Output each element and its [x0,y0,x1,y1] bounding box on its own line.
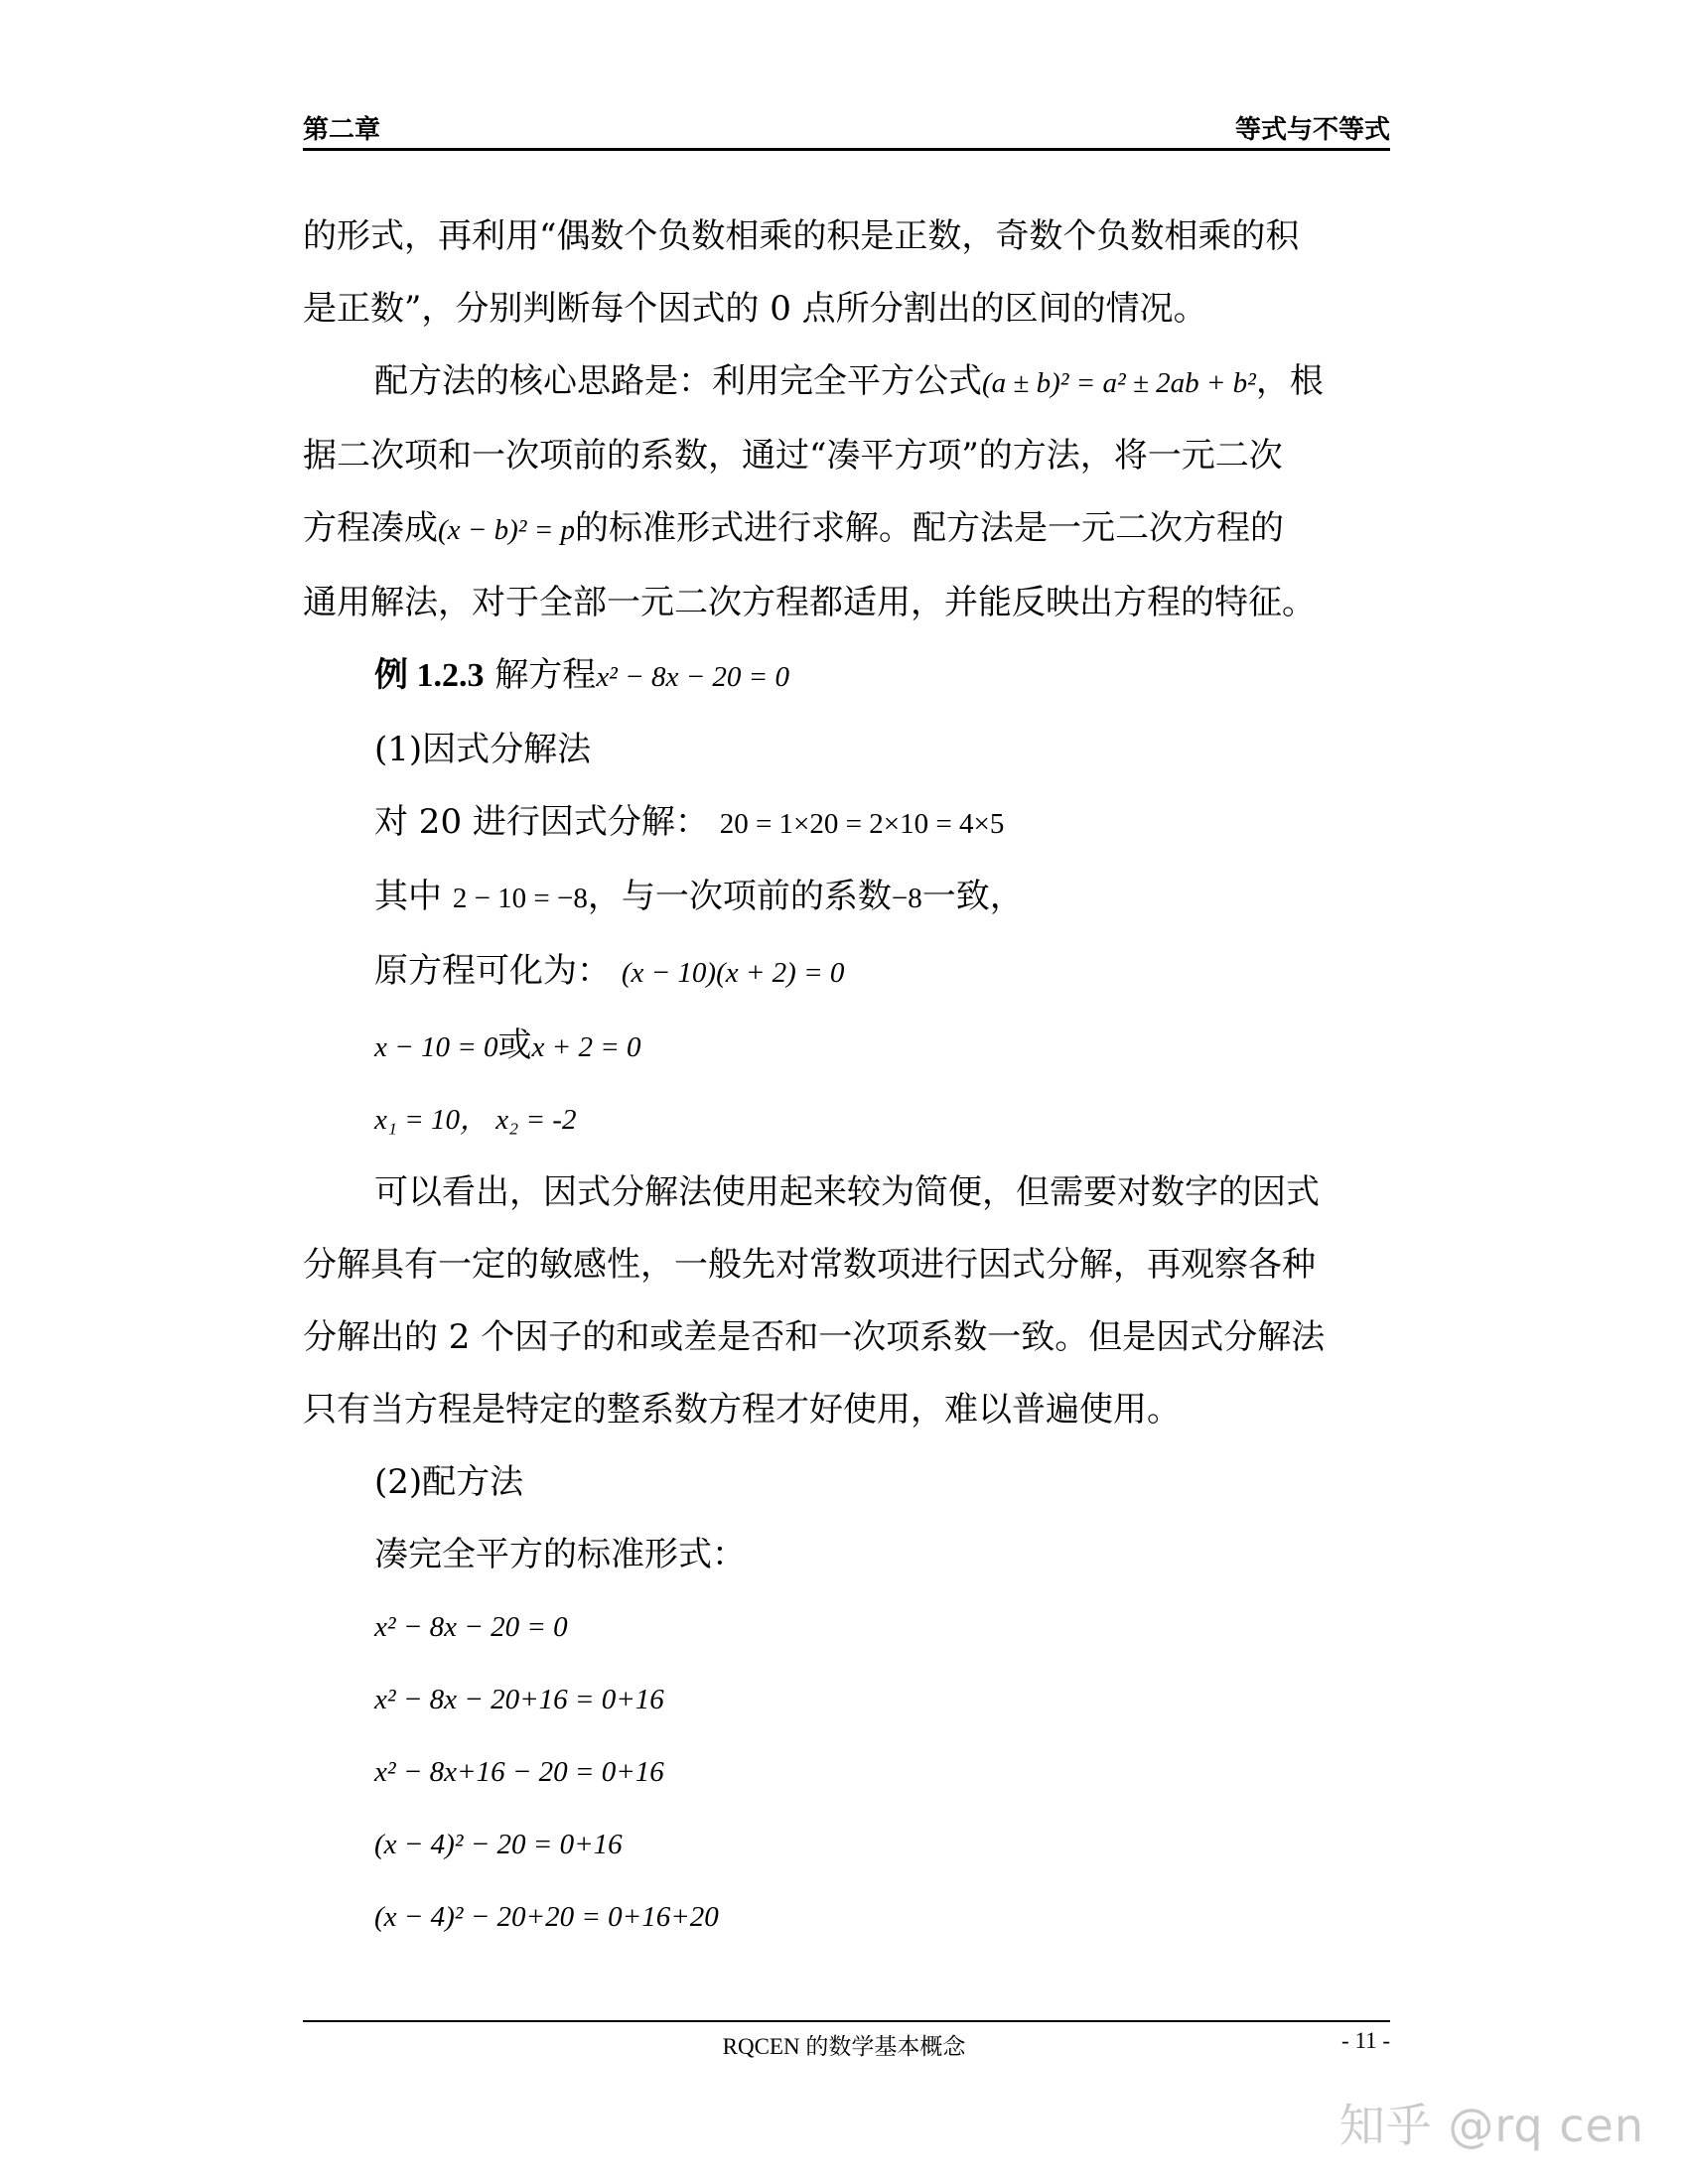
paragraph-line: 通用解法，对于全部一元二次方程都适用，并能反映出方程的特征。 [303,583,1316,622]
paragraph-line: 是正数”，分别判断每个因式的 0 点所分割出的区间的情况。 [303,289,1207,329]
method1-title: (1)因式分解法 [374,730,592,769]
method2-title: (2)配方法 [374,1462,524,1502]
paragraph-line: 分解出的 2 个因子的和或差是否和一次项系数一致。但是因式分解法 [303,1317,1326,1357]
text-run: 或 [497,1025,532,1065]
text-run: 其中 [374,877,442,916]
text-run: 的标准形式进行求解。配方法是一元二次方程的 [575,508,1285,548]
math-run: x − 10 = 0 [374,1031,498,1063]
text-run: 一致， [921,877,1024,916]
method1-line [303,1010,1390,1084]
section-title: 等式与不等式 [1234,115,1390,145]
example-label: 例 1.2.3 [374,657,485,694]
paragraph-line: 据二次项和一次项前的系数，通过“凑平方项”的方法，将一元二次 [303,436,1283,476]
paragraph-line [303,345,1390,420]
method1-roots: x₁ = 10， x₂ = -2 [374,1104,577,1136]
page-number: - 11 - [1341,2028,1390,2053]
method2-step: (x − 4)² − 20 = 0+16 [374,1829,623,1860]
math-run: 2 − 10 = −8 [452,883,588,914]
method2-intro: 凑完全平方的标准形式： [374,1535,746,1574]
method2-step: x² − 8x − 20 = 0 [374,1611,568,1643]
standard-form-formula: (x − b)² = p [438,514,576,546]
text-run: ，根 [1255,361,1324,401]
header-divider [303,148,1390,151]
page-body [303,201,1390,1954]
paragraph-line: 分解具有一定的敏感性，一般先对常数项进行因式分解，再观察各种 [303,1245,1316,1285]
example-heading [303,639,1390,714]
text-run: 方程凑成 [303,508,438,548]
paragraph-line: 只有当方程是特定的整系数方程才好使用，难以普遍使用。 [303,1390,1181,1430]
example-text: 解方程 [494,655,597,695]
text-run: 原方程可化为： [374,951,611,991]
footer-divider [303,2020,1390,2022]
math-run: −8 [891,883,922,914]
footer-book-title: RQCEN 的数学基本概念 [722,2034,966,2059]
example-equation: x² − 8x − 20 = 0 [596,661,789,693]
method1-line [303,786,1390,861]
method1-line [303,861,1390,935]
page-header [303,109,1390,149]
chapter-label: 第二章 [303,115,381,145]
text-run: ，与一次项前的系数 [587,877,892,916]
method2-step: (x − 4)² − 20+20 = 0+16+20 [374,1901,719,1933]
method2-step: x² − 8x − 20+16 = 0+16 [374,1684,664,1715]
math-run: (x − 10)(x + 2) = 0 [621,957,845,989]
text-run: 配方法的核心思路是：利用完全平方公式 [374,361,982,401]
method2-step: x² − 8x+16 − 20 = 0+16 [374,1756,664,1788]
math-run: x + 2 = 0 [531,1031,641,1063]
paragraph-line [303,492,1390,567]
text-run: 对 20 进行因式分解： [374,802,709,842]
paragraph-line: 的形式，再利用“偶数个负数相乘的积是正数，奇数个负数相乘的积 [303,216,1300,256]
square-formula: (a ± b)² = a² ± 2ab + b² [982,367,1256,399]
method1-line [303,935,1390,1010]
factor-list: 20 = 1×20 = 2×10 = 4×5 [719,808,1005,840]
zhihu-watermark: 知乎 @rq cen [1338,2099,1644,2152]
paragraph-line: 可以看出，因式分解法使用起来较为简便，但需要对数字的因式 [374,1172,1320,1212]
